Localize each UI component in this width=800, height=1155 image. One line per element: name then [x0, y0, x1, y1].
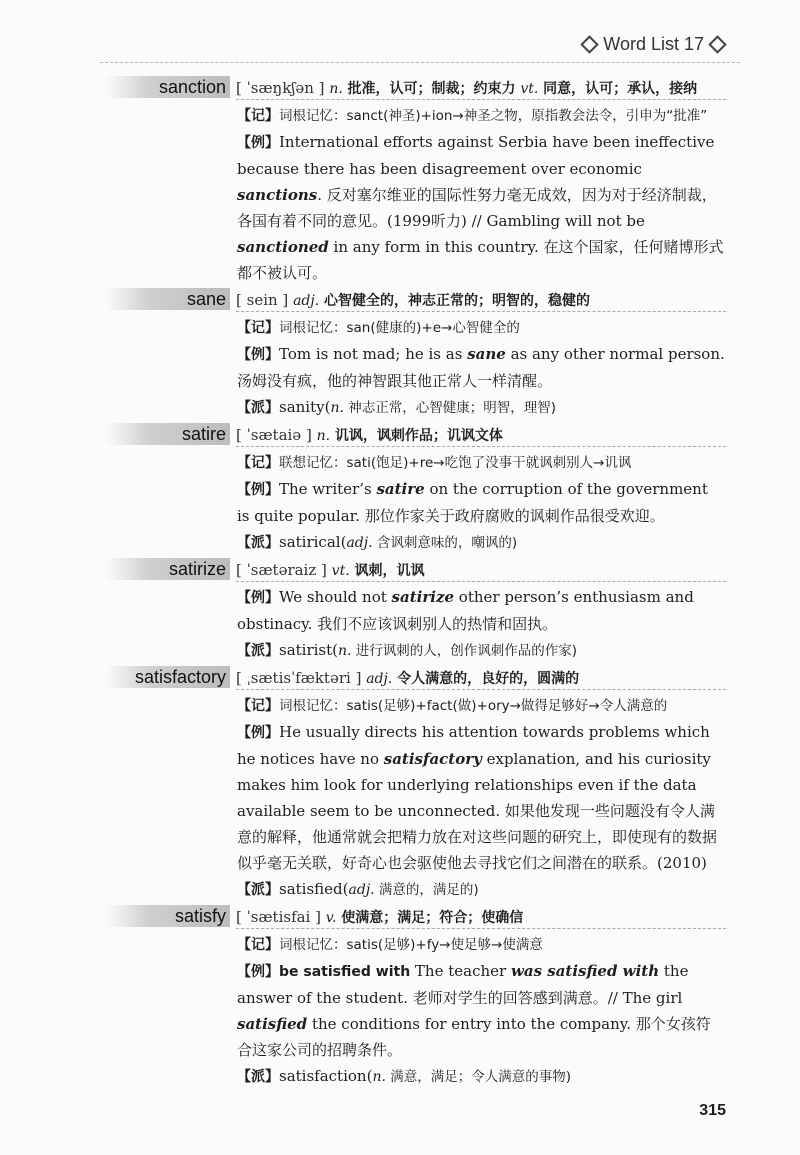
example-text: Tom is not mad; he is as	[279, 345, 468, 363]
derived-word	[237, 876, 725, 903]
headword: satisfactory	[106, 666, 230, 688]
derived-pos: n.	[372, 1069, 386, 1085]
memory-note	[237, 314, 725, 341]
derived-paren: (	[324, 398, 331, 416]
pronunciation: [ ˈsætisfai ]	[236, 908, 321, 926]
example-keyword: sanctioned	[237, 238, 329, 256]
example-tag: 【例】	[237, 482, 279, 498]
part-of-speech-2: vt.	[520, 81, 539, 97]
derived-word	[237, 529, 725, 556]
memory-tag: 【记】	[237, 455, 279, 471]
memory-text: 词根记忆：sanct(神圣)+ion→神圣之物，原指教会法令，引申为“批准”	[279, 108, 708, 124]
headword: satirize	[106, 558, 230, 580]
pronunciation: [ sein ]	[236, 291, 289, 309]
definition-line	[236, 664, 726, 692]
word-list-title: Word List 17	[603, 34, 704, 54]
headword: satire	[106, 423, 230, 445]
definition-2: 同意，认可；承认，接纳	[543, 81, 698, 97]
example-text: as any other normal person. 汤姆没有疯，他的神智跟其他正常人一样清醒。	[237, 345, 725, 390]
derived-tag: 【派】	[237, 400, 279, 416]
example-text: explanation, and his curiosity makes him look for underlying relationships even if the data available seem to be unconnected. 如果他发现一些问题没有令人满意的解释，他通常就会把精力放在对这些问题的研究上，即使现有的数据似乎毫无关联，好奇心也会驱使他去寻找它们之间潜在的联系。(2010)	[237, 750, 718, 872]
derived-pos: adj.	[348, 882, 375, 898]
example-text: The teacher	[410, 962, 511, 980]
example-sentence	[237, 129, 725, 286]
example-keyword: satirize	[391, 588, 455, 606]
derived-paren: (	[332, 641, 339, 659]
headword-rule	[236, 311, 726, 312]
derived-paren: (	[366, 1067, 373, 1085]
example-text: the conditions for entry into the company. 那个女孩符合这家公司的招聘条件。	[237, 1015, 711, 1059]
example-tag: 【例】	[237, 347, 279, 363]
example-sentence	[237, 958, 725, 1063]
derived-meaning: 满意的，满足的)	[374, 882, 479, 898]
example-keyword: was satisfied with	[510, 962, 660, 980]
diamond-left-icon	[581, 35, 599, 53]
derived-pos: n.	[338, 643, 352, 659]
example-text: the answer of the student. 老师对学生的回答感到满意。// The girl	[237, 962, 689, 1007]
memory-tag: 【记】	[237, 698, 279, 714]
headword-rule	[236, 689, 726, 690]
example-text: . 反对塞尔维亚的国际性努力毫无成效，因为对于经济制裁，各国有着不同的意见。(1999听力) // Gambling will not be	[237, 186, 717, 230]
derived-word	[237, 394, 725, 421]
entry-satisfy	[0, 903, 800, 1090]
entry-sane	[0, 286, 800, 421]
definition-line	[236, 286, 726, 314]
memory-tag: 【记】	[237, 320, 279, 336]
diamond-right-icon	[708, 35, 726, 53]
derived-term: satirical	[279, 533, 341, 551]
definition-line	[236, 421, 726, 449]
definition-line	[236, 74, 726, 102]
example-sentence	[237, 719, 725, 876]
example-sentence	[237, 584, 725, 637]
derived-tag: 【派】	[237, 535, 279, 551]
definition: 使满意；满足；符合；使确信	[341, 910, 524, 926]
derived-pos: adj.	[346, 535, 373, 551]
definition: 令人满意的，良好的，圆满的	[397, 671, 580, 687]
memory-note	[237, 102, 725, 129]
headword-rule	[236, 581, 726, 582]
memory-text: 词根记忆：san(健康的)+e→心智健全的	[279, 320, 520, 336]
derived-term: satisfaction	[279, 1067, 367, 1085]
example-text: International efforts against Serbia have been ineffective because there has been disagreement over economic	[237, 133, 715, 178]
entry-sanction	[0, 74, 800, 286]
example-keyword: satisfied	[237, 1015, 308, 1033]
pronunciation: [ ˈsætaiə ]	[236, 426, 312, 444]
pronunciation: [ ˈsæŋkʃən ]	[236, 79, 325, 97]
derived-paren: (	[340, 533, 347, 551]
example-keyword: satire	[376, 480, 425, 498]
example-keyword: sanctions	[237, 186, 318, 204]
example-tag: 【例】	[237, 590, 279, 606]
page-header	[583, 34, 724, 55]
example-text: other person’s enthusiasm and obstinacy. 我们不应该讽刺别人的热情和固执。	[237, 588, 694, 633]
definition: 讥讽，讽刺作品；讥讽文体	[334, 428, 503, 444]
example-tag: 【例】	[237, 964, 279, 980]
entry-satire	[0, 421, 800, 556]
part-of-speech: vt.	[331, 563, 350, 579]
example-text: on the corruption of the government is quite popular. 那位作家关于政府腐败的讽刺作品很受欢迎。	[237, 480, 708, 525]
definition: 讽刺，讥讽	[354, 563, 425, 579]
derived-meaning: 神志正常，心智健康；明智，理智)	[343, 400, 556, 416]
example-keyword: satisfactory	[383, 750, 482, 768]
definition-line	[236, 903, 726, 931]
word-entries	[0, 74, 800, 1090]
memory-note	[237, 449, 725, 476]
derived-meaning: 满意，满足；令人满意的事物)	[385, 1069, 571, 1085]
derived-tag: 【派】	[237, 643, 279, 659]
definition: 批准，认可；制裁；约束力	[347, 81, 516, 97]
memory-note	[237, 692, 725, 719]
derived-pos: n.	[330, 400, 344, 416]
derived-word	[237, 1063, 725, 1090]
entry-satirize	[0, 556, 800, 664]
derived-meaning: 含讽刺意味的，嘲讽的)	[372, 535, 518, 551]
derived-meaning: 进行讽刺的人，创作讽刺作品的作家)	[351, 643, 578, 659]
derived-tag: 【派】	[237, 882, 279, 898]
memory-text: 联想记忆：sati(饱足)+re→吃饱了没事干就讽刺别人→讥讽	[279, 455, 632, 471]
example-text: in any form in this country. 在这个国家，任何赌博形式都不被认可。	[237, 238, 724, 282]
example-phrase: be satisfied with	[279, 964, 411, 980]
derived-term: satirist	[279, 641, 333, 659]
headword: sanction	[106, 76, 230, 98]
example-tag: 【例】	[237, 135, 279, 151]
memory-tag: 【记】	[237, 108, 279, 124]
pronunciation: [ ˌsætisˈfæktəri ]	[236, 669, 362, 687]
example-text: He usually directs his attention towards problems which he notices have no	[237, 723, 710, 768]
example-tag: 【例】	[237, 725, 279, 741]
part-of-speech: adj.	[366, 671, 393, 687]
example-keyword: sane	[467, 345, 506, 363]
derived-paren: (	[342, 880, 349, 898]
memory-note	[237, 931, 725, 958]
part-of-speech: n.	[329, 81, 343, 97]
entry-satisfactory	[0, 664, 800, 903]
memory-tag: 【记】	[237, 937, 279, 953]
memory-text: 词根记忆：satis(足够)+fy→使足够→使满意	[279, 937, 543, 953]
example-sentence	[237, 476, 725, 529]
headword-rule	[236, 446, 726, 447]
part-of-speech: n.	[316, 428, 331, 444]
memory-text: 词根记忆：satis(足够)+fact(做)+ory→做得足够好→令人满意的	[279, 698, 668, 714]
pronunciation: [ ˈsætəraiz ]	[236, 561, 327, 579]
derived-term: satisfied	[279, 880, 343, 898]
page-number: 315	[699, 1102, 726, 1119]
definition-line	[236, 556, 726, 584]
header-divider	[100, 62, 740, 63]
example-sentence	[237, 341, 725, 394]
headword: sane	[106, 288, 230, 310]
derived-tag: 【派】	[237, 1069, 279, 1085]
example-text: We should not	[279, 588, 392, 606]
part-of-speech: adj.	[293, 293, 320, 309]
headword-rule	[236, 99, 726, 100]
definition: 心智健全的，神志正常的；明智的，稳健的	[323, 293, 590, 309]
example-text: The writer’s	[279, 480, 377, 498]
headword: satisfy	[106, 905, 230, 927]
headword-rule	[236, 928, 726, 929]
part-of-speech: v.	[325, 910, 337, 926]
derived-term: sanity	[279, 398, 325, 416]
derived-word	[237, 637, 725, 664]
